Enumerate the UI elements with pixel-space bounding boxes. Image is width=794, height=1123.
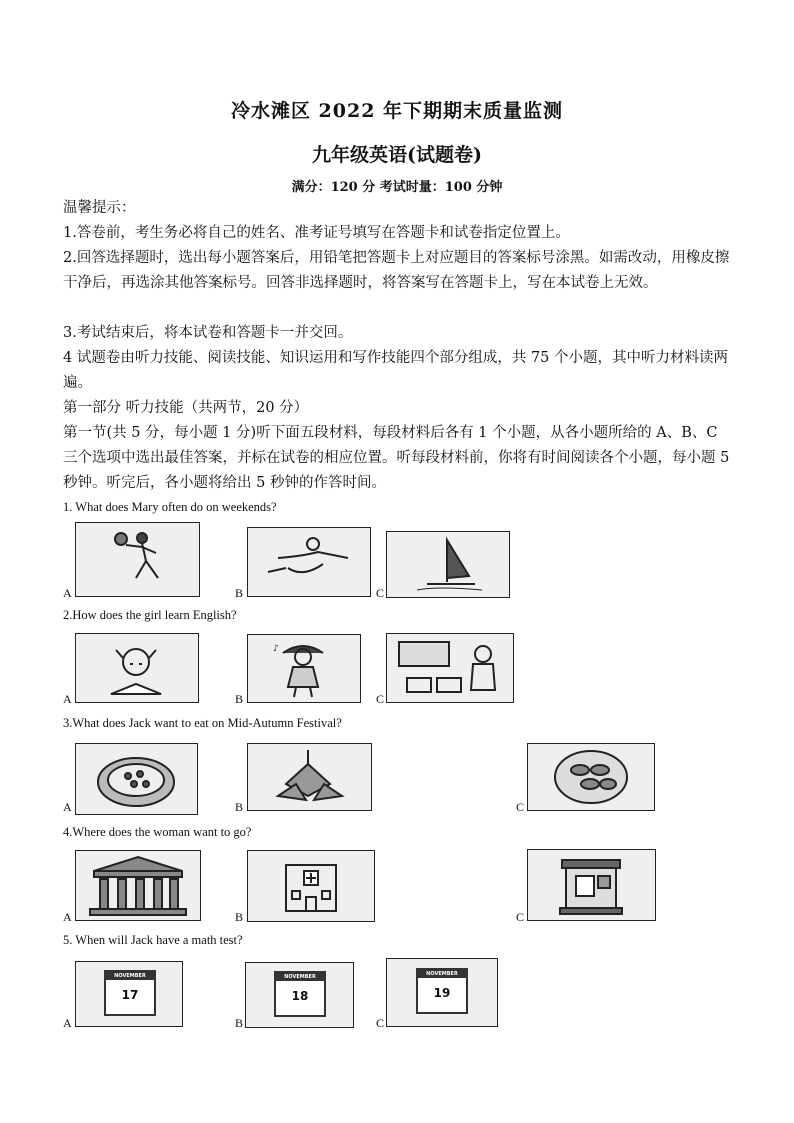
tips-heading: 温馨提示： <box>63 200 136 216</box>
part-title: 第一部分 听力技能（共两节，20 分） <box>63 400 309 416</box>
post-office-icon <box>527 849 656 921</box>
tip-item-2: 2.回答选择题时，选出每小题答案后，用铅笔把答题卡上对应题目的答案标号涂黑。如需改动，用橡皮擦干净后，再选涂其他答案标号。回答非选择题时，将答案写在答题卡上，写在本试卷上无效。 <box>63 250 730 291</box>
dumplings-plate-icon <box>527 743 655 811</box>
calendar-day: 18 <box>291 989 309 1003</box>
q3-option-b[interactable]: B <box>235 800 244 814</box>
zongzi-icon <box>247 743 372 811</box>
q4-option-a[interactable]: A <box>63 910 72 924</box>
exam-subtitle: 九年级英语(试题卷) <box>312 144 482 166</box>
tip-item-1: 1.答卷前，考生务必将自己的姓名、准考证号填写在答题卡和试卷指定位置上。 <box>63 225 570 241</box>
hospital-icon <box>247 850 375 922</box>
q1-option-b[interactable]: B <box>235 586 244 600</box>
windsurfing-icon <box>386 531 510 598</box>
q4-option-c[interactable]: C <box>516 910 525 924</box>
q5-option-b[interactable]: B <box>235 1016 244 1030</box>
calendar-icon <box>386 958 498 1027</box>
exam-title: 冷水滩区 2022 年下期期末质量监测 <box>230 100 564 122</box>
calendar-month: NOVEMBER <box>418 970 466 978</box>
section-instructions: 第一节(共 5 分，每小题 1 分)听下面五段材料，每段材料后各有 1 个小题，从各小题所给的 A、B、C 三个选项中选出最佳答案，并标在试卷的相应位置。听每段材料前，你将有时间阅读各个小题，每小题 5 秒钟。听完后，各小题将给出 5 秒钟的作答时间。 <box>63 425 730 491</box>
girl-singing-icon <box>247 634 361 703</box>
question-5-text: 5. When will Jack have a math test? <box>63 933 243 947</box>
q5-option-a[interactable]: A <box>63 1016 72 1030</box>
q1-option-c[interactable]: C <box>376 586 385 600</box>
question-2-text: 2.How does the girl learn English? <box>63 608 237 622</box>
mooncake-icon <box>75 743 198 815</box>
q3-option-a[interactable]: A <box>63 800 72 814</box>
svg-text:♪: ♪ <box>273 644 279 654</box>
q3-option-c[interactable]: C <box>516 800 525 814</box>
classroom-teacher-icon <box>386 633 514 703</box>
girl-reading-icon <box>75 633 199 703</box>
calendar-icon <box>75 961 183 1027</box>
q4-option-b[interactable]: B <box>235 910 244 924</box>
question-3-text: 3.What does Jack want to eat on Mid-Autumn Festival? <box>63 716 342 730</box>
calendar-month: NOVEMBER <box>106 972 154 980</box>
tip-item-4: 4 试题卷由听力技能、阅读技能、知识运用和写作技能四个部分组成，共 75 个小题，其中听力材料读两遍。 <box>63 350 728 391</box>
q2-option-a[interactable]: A <box>63 692 72 706</box>
q2-option-b[interactable]: B <box>235 692 244 706</box>
q5-option-c[interactable]: C <box>376 1016 385 1030</box>
volleyball-player-icon <box>75 522 200 597</box>
question-1-text: 1. What does Mary often do on weekends? <box>63 500 277 514</box>
calendar-day: 17 <box>121 988 139 1002</box>
q1-option-a[interactable]: A <box>63 586 72 600</box>
calendar-month: NOVEMBER <box>276 973 324 981</box>
tip-item-3: 3.考试结束后，将本试卷和答题卡一并交回。 <box>63 325 353 341</box>
calendar-icon <box>245 962 354 1028</box>
question-4-text: 4.Where does the woman want to go? <box>63 825 252 839</box>
q2-option-c[interactable]: C <box>376 692 385 706</box>
calendar-day: 19 <box>433 986 451 1000</box>
exam-meta: 满分：120 分 考试时量：100 分钟 <box>291 180 503 195</box>
bank-building-icon <box>75 850 201 921</box>
swimmer-icon <box>247 527 371 597</box>
